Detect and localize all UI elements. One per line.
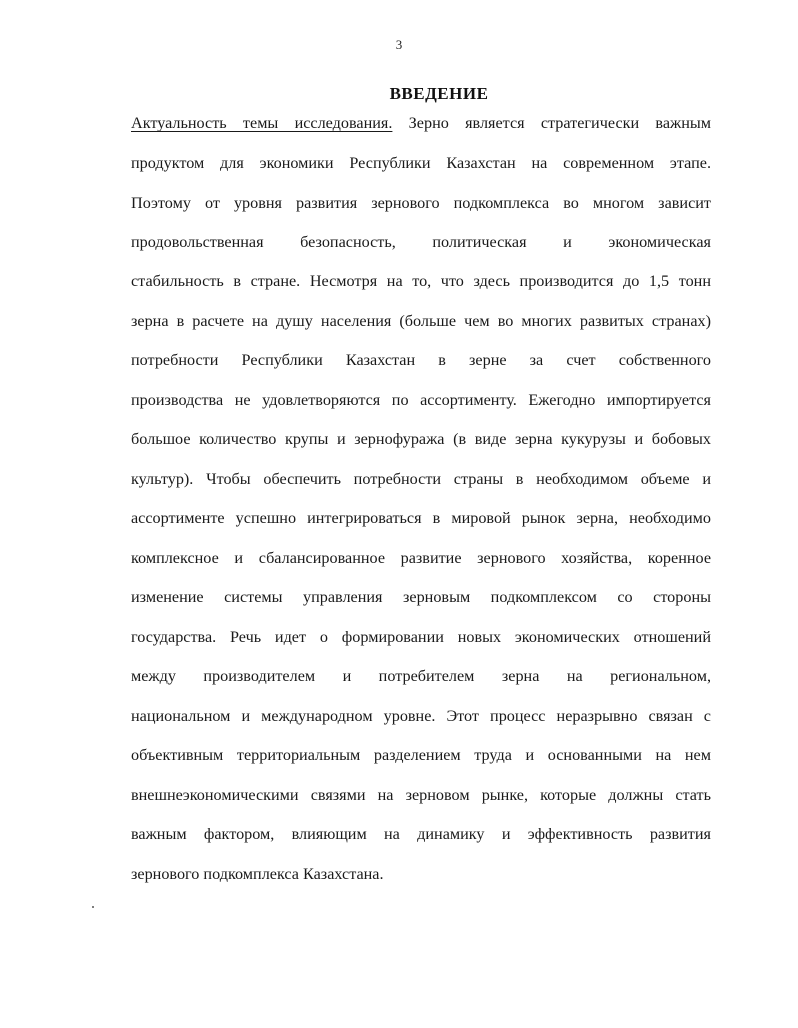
line-text: Зерно является стратегически важным <box>392 114 711 132</box>
page-number: 3 <box>395 37 403 52</box>
paragraph-line: зерна в расчете на душу населения (больше чем во многих развитых странах) <box>131 312 711 330</box>
paragraph-line: внешнеэкономическими связями на зерновом рынке, которые должны стать <box>131 786 711 804</box>
paragraph-line: национальном и международном уровне. Этот процесс неразрывно связан с <box>131 707 711 725</box>
paragraph-line: государства. Речь идет о формировании новых экономических отношений <box>131 628 711 646</box>
paragraph-line: стабильность в стране. Несмотря на то, что здесь производится до 1,5 тонн <box>131 272 711 290</box>
paragraph-line: большое количество крупы и зернофуража (в виде зерна кукурузы и бобовых <box>131 430 711 448</box>
paragraph-line: Поэтому от уровня развития зернового подкомплекса во многом зависит <box>131 194 711 212</box>
paragraph-line: продовольственная безопасность, политическая и экономическая <box>131 233 711 251</box>
lead-phrase: Актуальность темы исследования. <box>131 114 393 132</box>
paragraph-line: важным фактором, влияющим на динамику и эффективность развития <box>131 825 711 843</box>
paragraph-line: продуктом для экономики Республики Казахстан на современном этапе. <box>131 154 711 172</box>
scan-speck <box>92 906 94 908</box>
paragraph-line: производства не удовлетворяются по ассортименту. Ежегодно импортируется <box>131 391 711 409</box>
paragraph-line: объективным территориальным разделением труда и основанными на нем <box>131 746 711 764</box>
section-heading: ВВЕДЕНИЕ <box>389 84 489 103</box>
paragraph-line-last: зернового подкомплекса Казахстана. <box>131 865 384 883</box>
paragraph-line: ассортименте успешно интегрироваться в мировой рынок зерна, необходимо <box>131 509 711 527</box>
paragraph-line: культур). Чтобы обеспечить потребности страны в необходимом объеме и <box>131 470 711 488</box>
paragraph-line: изменение системы управления зерновым подкомплексом со стороны <box>131 588 711 606</box>
paragraph-line: потребности Республики Казахстан в зерне за счет собственного <box>131 351 711 369</box>
paragraph-line <box>131 113 711 133</box>
paragraph-line: комплексное и сбалансированное развитие зернового хозяйства, коренное <box>131 549 711 567</box>
paragraph-line: между производителем и потребителем зерна на региональном, <box>131 667 711 685</box>
